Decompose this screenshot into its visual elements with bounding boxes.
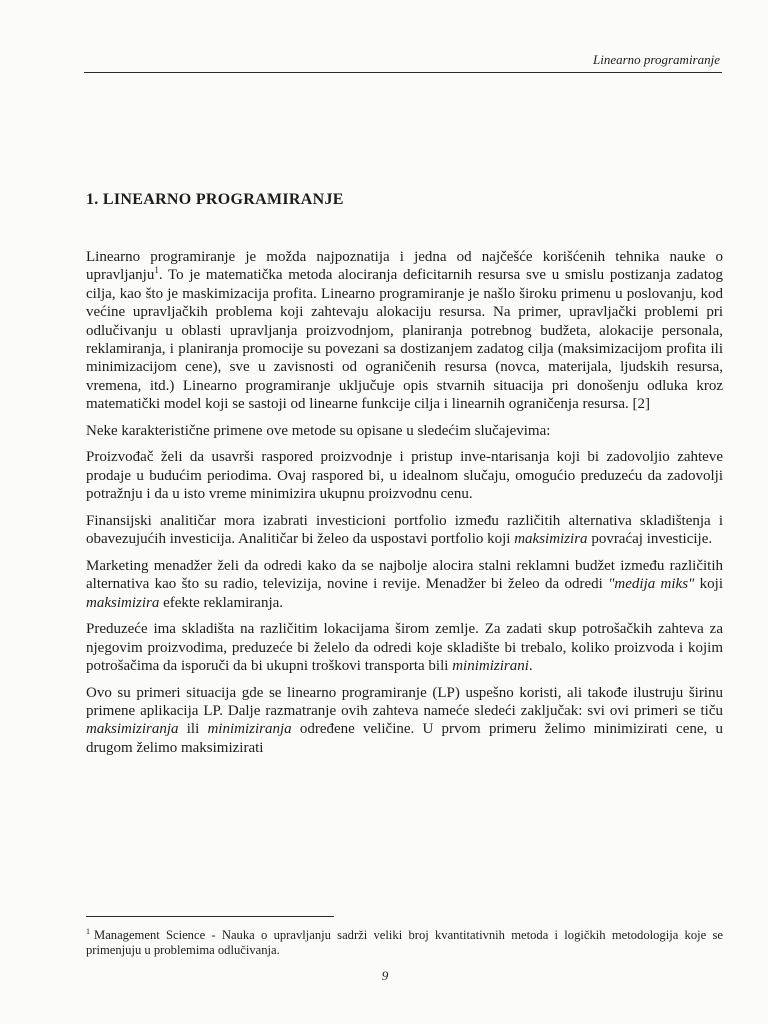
footnote	[86, 928, 723, 958]
header-rule	[84, 72, 722, 73]
footnote-reference: 1	[154, 265, 159, 276]
footnote-rule	[86, 916, 334, 917]
paragraph-conclusion: Ovo su primeri situacija gde se linearno programiranje (LP) uspešno koristi, ali takođe ilustruju širinu primene aplikacija LP. Dalje razmatranje ovih zahteva nameće sledeći zaključak: svi ovi primeri se tiču maksimiziranja ili minimiziranja određene veličine. U prvom primeru želimo minimizirati cene, u drugom želimo maksimizirati	[86, 684, 723, 756]
paragraph-marketing-example: Marketing menadžer želi da odredi kako da se najbolje alocira stalni reklamni budžet između različitih alternativa kao što su radio, televizija, novine i revije. Menadžer bi želeo da odredi "medija miks" koji maksimizira efekte reklamiranja.	[86, 557, 723, 611]
body-text	[86, 248, 723, 765]
paragraph-warehouse-example: Preduzeće ima skladišta na različitim lokacijama širom zemlje. Za zadati skup potrošačkih zahteva za njegovim proizvodima, preduzeće bi želelo da odredi koje skladište bi trebalo, koliko proizvoda i kojim potrošačima da isporuči da bi ukupni troškovi transporta bili minimizirani.	[86, 621, 723, 675]
footnote-number: 1	[86, 926, 90, 936]
running-header: Linearno programiranje	[593, 52, 720, 67]
paragraph-applications-lead: Neke karakteristične primene ove metode su opisane u sledećim slučajevima:	[86, 422, 551, 439]
chapter-title: 1. LINEARNO PROGRAMIRANJE	[86, 191, 344, 208]
page-number: 9	[381, 968, 389, 983]
paragraph-producer-example: Proizvođač želi da usavrši raspored proizvodnje i pristup inve-ntarisanja koji bi zadovoljio zahteve prodaje u budućim periodima. Ovaj raspored bi, u idealnom slučaju, omogućio preduzeću da zadovolji potražnju i da u isto vreme minimizira ukupnu proizvodnu cenu.	[86, 449, 723, 503]
paragraph-finance-example: Finansijski analitičar mora izabrati investicioni portfolio između različitih alternativa skladištenja i obavezujućih investicija. Analitičar bi želeo da uspostavi portfolio koji maksimizira povraćaj investicije.	[86, 512, 723, 548]
footnote-text: Management Science - Nauka o upravljanju sadrži veliki broj kvantitativnih metoda i logičkih metodologija koje se primenjuju u problemima odlučivanja.	[86, 928, 723, 957]
paragraph-intro: Linearno programiranje je možda najpoznatija i jedna od najčešće korišćenih tehnika nauke o upravljanju$^1$. To je matematička metoda alociranja deficitarnih resursa sve u smislu postizanja zadatog cilja, kao što je maskimizacija profita. Linearno programiranje je našlo široku primenu u poslovanju, kod većine upravljačkih problema koji zahtevaju alokaciju resursa. Na primer, upravljački problemi pri odlučivanju u oblasti upravljanja proizvodnjom, planiranja potrebnog budžeta, alokacije personala, reklamiranja, i planiranja promocije su povezani sa dostizanjem zadatog cilja (maksimizacijom profita ili minimizacijom cene), sve u zavisnosti od ograničenih resursa (novca, materijala, ljudskih resursa, vremena, itd.) Linearno programiranje uključuje opis stvarnih situacija pri donošenju odluka kroz matematički model koji se sastoji od linearne funkcije cilja i linearnih ograničenja resursa. [2]	[86, 249, 723, 413]
